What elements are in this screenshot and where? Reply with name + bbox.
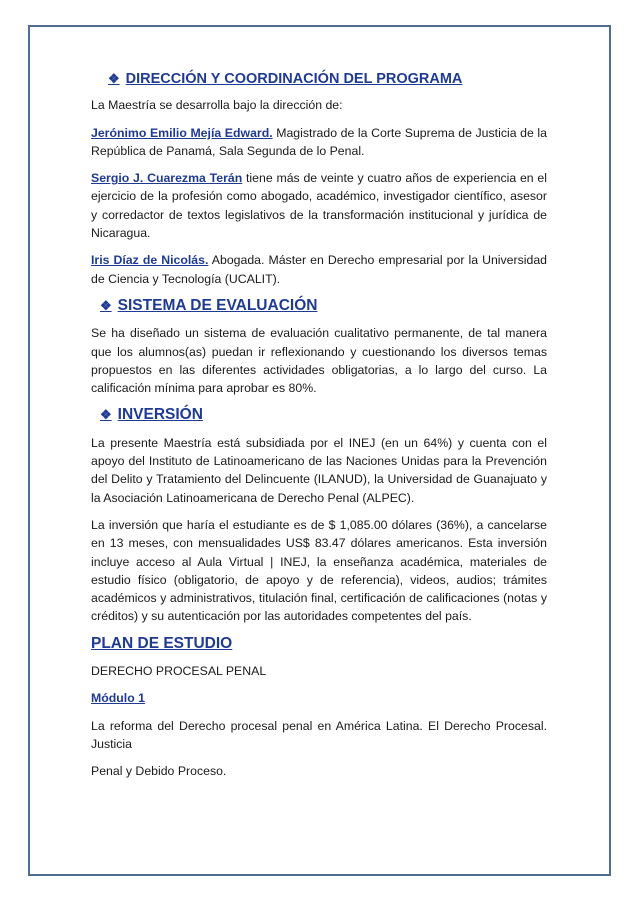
inversion-paragraph-2: La inversión que haría el estudiante es de $ 1,085.00 dólares (36%), a cancelarse en 13 meses, con mensualidades US$ 83.47 dólares americanos. Esta inversión incluye acceso al Aula Virtual | INEJ, la enseñanza académica, materiales de estudio físico (obligatorio, de apoyo y de referencia), videos, audios; trámites académicos y administrativos, titulación final, certificación de calificaciones (notas y créditos) y su autenticación por las autoridades competentes del país.: [91, 517, 547, 624]
heading-direccion: [108, 70, 547, 88]
person-text-2: tiene más de veinte y cuatro años de experiencia en el ejercicio de la profesión como abogado, académico, investigador científico, asesor y corredactor de textos legislativos de la transformación institucional y jurídica de Nicaragua.: [91, 171, 547, 241]
intro-paragraph: La Maestría se desarrolla bajo la dirección de:: [91, 98, 343, 113]
heading-direccion-text: DIRECCIÓN Y COORDINACIÓN DEL PROGRAMA: [125, 71, 463, 87]
person-name-1: Jerónimo Emilio Mejía Edward.: [91, 125, 273, 140]
heading-plan-text: PLAN DE ESTUDIO: [91, 634, 233, 652]
diamond-bullet-icon: ❖: [100, 297, 112, 313]
heading-inversion-text: INVERSIÓN: [117, 406, 203, 424]
modulo-paragraph-1: La reforma del Derecho procesal penal en América Latina. El Derecho Procesal. Justicia: [91, 718, 547, 751]
person-paragraph-1: [91, 124, 547, 161]
diamond-bullet-icon: ❖: [100, 407, 112, 423]
heading-evaluacion: [100, 297, 547, 315]
diamond-bullet-icon: ❖: [108, 71, 120, 86]
person-paragraph-2: [91, 169, 547, 242]
person-paragraph-3: [91, 251, 547, 288]
heading-plan: [91, 635, 547, 653]
document-body: [91, 70, 547, 790]
person-text-1: Magistrado de la Corte Suprema de Justicia de la República de Panamá, Sala Segunda de lo Penal.: [91, 125, 547, 158]
person-name-2: Sergio J. Cuarezma Terán: [91, 171, 243, 186]
heading-evaluacion-text: SISTEMA DE EVALUACIÓN: [117, 296, 318, 314]
inversion-paragraph-1: La presente Maestría está subsidiada por el INEJ (en un 64%) y cuenta con el apoyo del Instituto de Latinoamericano de las Naciones Unidas para la Prevención del Delito y Tratamiento del Delincuente (ILANUD), la Universidad de Guanajuato y la Asociación Latinoamericana de Derecho Penal (ALPEC).: [91, 435, 547, 505]
modulo-heading: Módulo 1: [91, 691, 145, 706]
modulo-paragraph-2: Penal y Debido Proceso.: [91, 764, 227, 779]
person-text-3: Abogada. Máster en Derecho empresarial por la Universidad de Ciencia y Tecnología (UCALIT).: [91, 253, 548, 286]
person-name-3: Iris Díaz de Nicolás.: [91, 253, 209, 268]
heading-inversion: [100, 406, 547, 424]
evaluacion-paragraph: Se ha diseñado un sistema de evaluación cualitativo permanente, de tal manera que los alumnos(as) puedan ir reflexionando y cuestionando los diversos temas propuestos en las diferentes actividades obligatorias, a lo largo del curso. La calificación mínima para aprobar es 80%.: [91, 326, 547, 396]
plan-subtitle: DERECHO PROCESAL PENAL: [91, 664, 267, 679]
